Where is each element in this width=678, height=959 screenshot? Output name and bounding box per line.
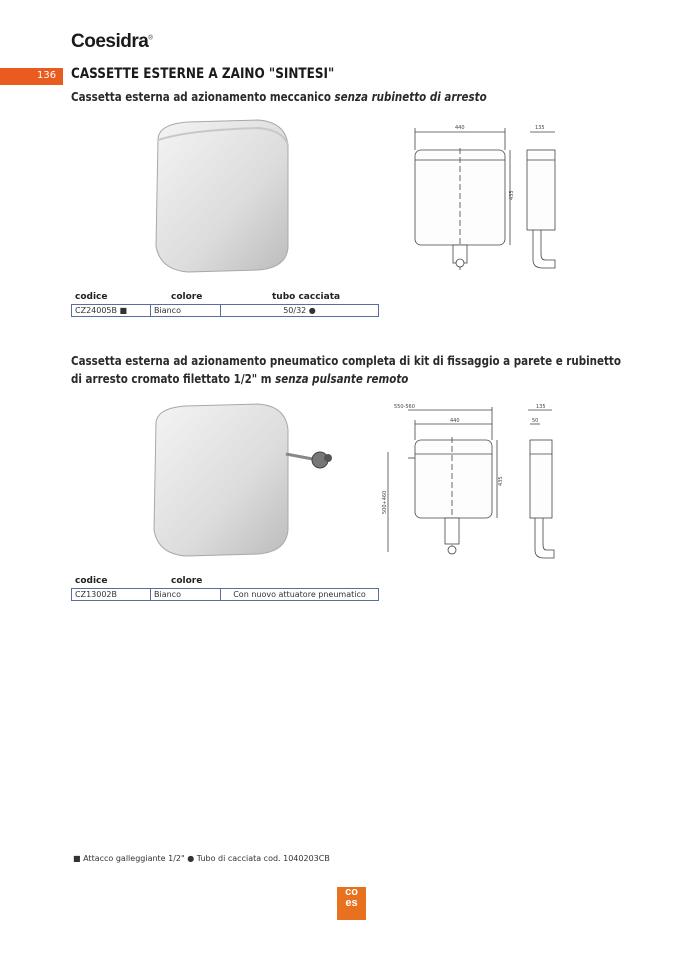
dim-height-label: 435	[509, 190, 515, 200]
dim-depth-label: 135	[535, 125, 545, 131]
cell-code: CZ13002B	[72, 589, 151, 601]
cell-color: Bianco	[151, 589, 221, 601]
dim-depth-label: 135	[536, 404, 546, 410]
product-table-2	[71, 588, 379, 601]
product-table-1	[71, 304, 379, 317]
dim-width-label: 440	[450, 418, 460, 424]
section2-subtitle-line2: di arresto cromato filettato 1/2" m senza pulsante remoto	[71, 372, 409, 386]
section1-subtitle: Cassetta esterna ad azionamento meccanico senza rubinetto di arresto	[71, 90, 487, 104]
dim-mount-label: 500+460	[382, 490, 388, 514]
cistern-photo	[148, 118, 293, 278]
cell-pipe: 50/32 ●	[221, 305, 379, 317]
table-row	[72, 305, 379, 317]
cell-code: CZ24005B ■	[72, 305, 151, 317]
table2-header-color: colore	[171, 576, 203, 586]
cell-color: Bianco	[151, 305, 221, 317]
table2-header-code: codice	[75, 576, 108, 586]
dim-overall-label: 550-560	[394, 404, 415, 410]
table1-header-pipe: tubo cacciata	[272, 292, 341, 302]
table1-header-color: colore	[171, 292, 203, 302]
pneumatic-technical-drawing	[380, 402, 565, 562]
dim-inner-label: 50	[532, 418, 539, 424]
page-title: CASSETTE ESTERNE A ZAINO "SINTESI"	[71, 66, 335, 82]
cell-note: Con nuovo attuatore pneumatico	[221, 589, 379, 601]
table1-header-code: codice	[75, 292, 108, 302]
dim-width-label: 440	[455, 125, 465, 131]
cistern-technical-drawing	[405, 120, 565, 275]
dim-height-label: 435	[498, 476, 504, 486]
pneumatic-cistern-photo	[148, 402, 338, 562]
footnote: ■ Attacco galleggiante 1/2" ● Tubo di cacciata cod. 1040203CB	[73, 854, 330, 863]
coes-logo: co es	[337, 887, 366, 920]
page-number: 136	[37, 70, 57, 81]
brand-logo: Coesidra®	[71, 31, 153, 52]
table-row	[72, 589, 379, 601]
section2-subtitle-line1: Cassetta esterna ad azionamento pneumatico completa di kit di fissaggio a parete e rubinetto	[71, 354, 621, 368]
